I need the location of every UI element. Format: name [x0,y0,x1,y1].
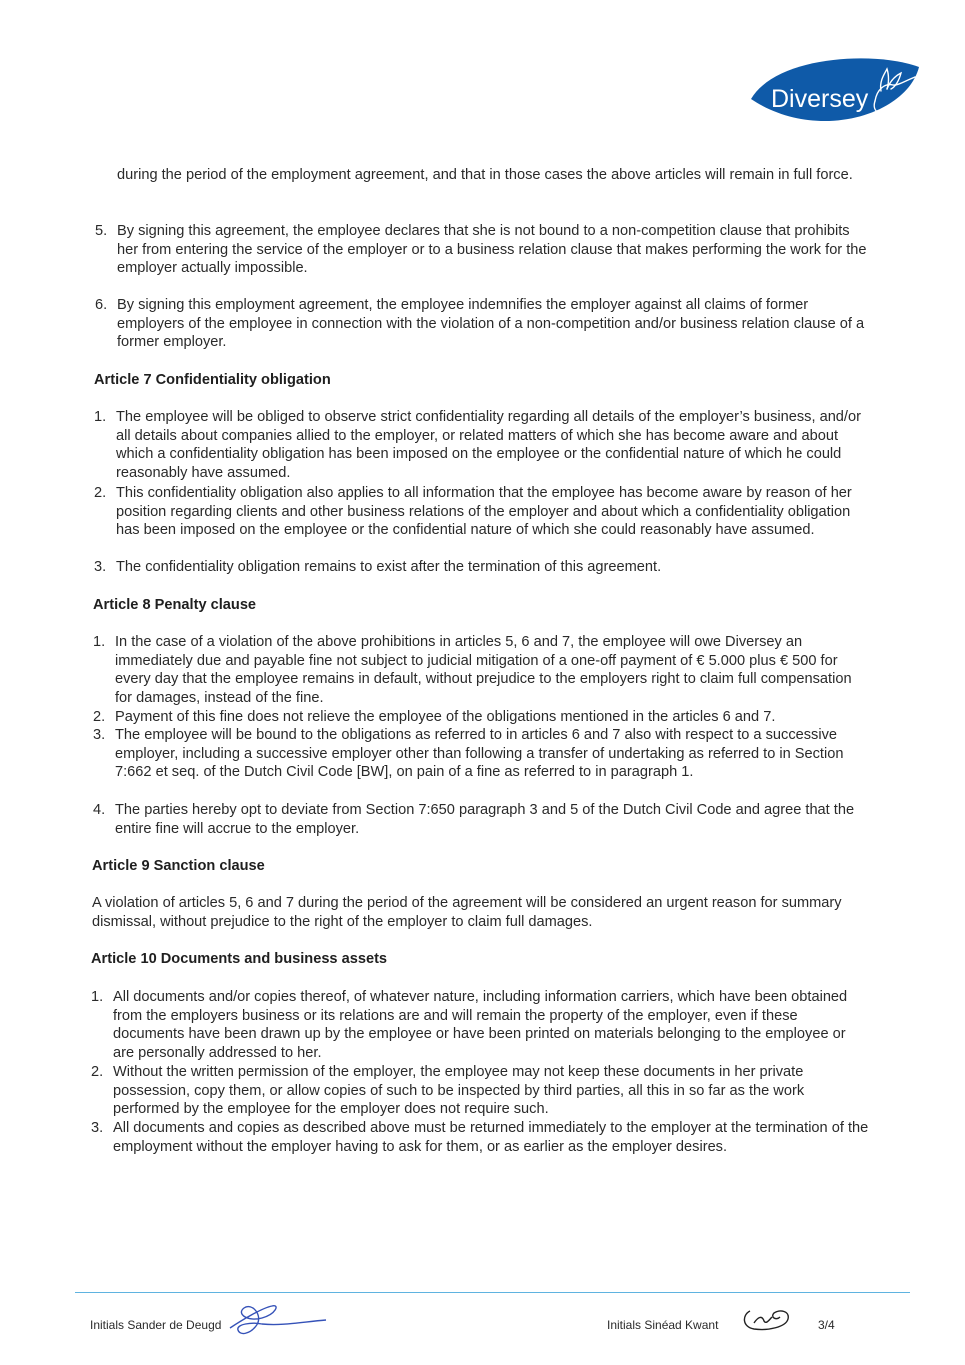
footer-divider [75,1292,910,1293]
list-item [93,633,870,707]
list-item [95,222,867,278]
item-number: 2. [94,485,107,501]
signature-right [740,1305,792,1335]
logo-tm: ™ [873,115,879,121]
initials-right-label: Initials Sinéad Kwant [607,1318,719,1332]
item-text: All documents and copies as described above must be returned immediately to the employer at the termination of the employment without the employer having to ask for them, or as earlier as the employer desires. [113,1120,869,1155]
item-text: By signing this agreement, the employee declares that she is not bound to a non-competition clause that prohibits her from entering the service of the employer or to a business relation clause that makes performing the work for the employer actually impossible. [117,223,867,277]
item-number: 4. [93,802,106,818]
item-number: 1. [91,989,104,1005]
item-number: 3. [94,559,107,575]
item-text: All documents and/or copies thereof, of whatever nature, including information carriers, which have been obtained from the employers business or its relations are and will remain the property of the employer, even if these documents have been drawn up by the employee or have been printed on materials belonging to the employee or are personally addressed to her. [113,989,848,1061]
article-10-heading: Article 10 Documents and business assets [91,951,388,967]
item-text: By signing this employment agreement, the employee indemnifies the employer against all claims of former employers of the employee in connection with the violation of a non-competition and/or business relation clause of a former employer. [117,297,865,351]
initials-left-label: Initials Sander de Deugd [90,1318,222,1332]
list-item [93,801,870,838]
list-item [91,1063,870,1119]
item-number: 2. [93,709,106,725]
page-number: 3/4 [818,1318,835,1332]
article-7-heading: Article 7 Confidentiality obligation [94,372,331,388]
diversey-logo [747,55,922,135]
list-item [93,708,870,727]
logo-text: Diversey [771,85,869,113]
list-item [95,296,867,352]
list-item [91,1119,870,1156]
item-text: This confidentiality obligation also applies to all information that the employee has become aware by reason of her position regarding clients and other business relations of the employer and about which a confidentiality obligation has been imposed on the employee or the confidential nature of which she could reasonably have assumed. [116,485,852,539]
article-8-heading: Article 8 Penalty clause [93,597,257,613]
item-number: 1. [93,634,106,650]
article-9-heading: Article 9 Sanction clause [92,858,265,874]
item-text: In the case of a violation of the above prohibitions in articles 5, 6 and 7, the employee will owe Diversey an immediately due and payable fine not subject to judicial mitigation of a one-off payment of € 5.000 plus € 500 for every day that the employee remains in default, without prejudice to the employers right to claim full compensation for damages, instead of the fine. [115,634,852,706]
item-text: Without the written permission of the employer, the employee may not keep these documents in her private possession, copy them, or allow copies of such to be inspected by third parties, all this in so far as the work performed by the employee for the employer does not require such. [113,1064,805,1118]
item-number: 3. [93,727,106,743]
intro-continuation: during the period of the employment agreement, and that in those cases the above articles will remain in full force. [117,167,853,183]
list-item [91,988,870,1062]
item-text: The employee will be obliged to observe strict confidentiality regarding all details of the employer’s business, and/or all details about companies allied to the employer, or related matters of which she has become aware and about which a confidentiality obligation has been imposed on the employee or the confidential nature of which he could reasonably have assumed. [116,409,861,481]
item-number: 2. [91,1064,104,1080]
item-text: Payment of this fine does not relieve the employee of the obligations mentioned in the articles 6 and 7. [115,709,776,725]
item-text: The confidentiality obligation remains to exist after the termination of this agreement. [116,559,662,575]
list-item [94,408,870,482]
list-item [94,558,870,577]
list-item [93,726,870,782]
signature-left [222,1300,332,1340]
list-item [94,484,870,540]
item-text: The parties hereby opt to deviate from Section 7:650 paragraph 3 and 5 of the Dutch Civil Code and agree that the entire fine will accrue to the employer. [115,802,855,837]
item-number: 3. [91,1120,104,1136]
item-text: The employee will be bound to the obligations as referred to in articles 6 and 7 also with respect to a successive employer, including a successive employer other than following a transfer of undertaking as referred to in Section 7:662 et seq. of the Dutch Civil Code [BW], on pain of a fine as referred to in paragraph 1. [115,727,844,781]
item-number: 6. [95,297,108,313]
item-number: 5. [95,223,108,239]
item-number: 1. [94,409,107,425]
article-9-body: A violation of articles 5, 6 and 7 during the period of the agreement will be considered an urgent reason for summary dismissal, without prejudice to the right of the employer to claim full damages. [92,895,842,930]
